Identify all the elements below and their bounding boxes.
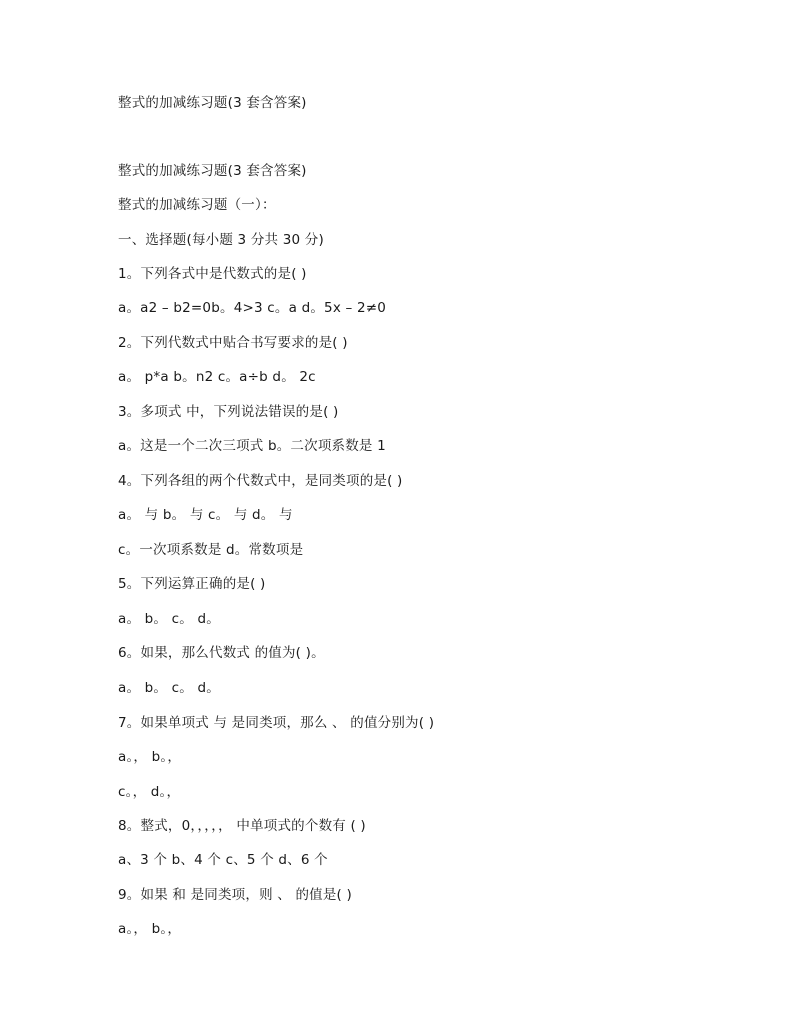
question-line: 4。下列各组的两个代数式中，是同类项的是( ) [118, 473, 403, 489]
options-line: c。一次项系数是 d。常数项是 [118, 542, 304, 558]
section-heading: 一、选择题(每小题 3 分共 30 分) [118, 232, 324, 248]
section-heading: 整式的加减练习题（一）： [118, 197, 276, 213]
options-line: a。 b。 c。 d。 [118, 611, 220, 627]
question-line: 9。如果 和 是同类项，则 、 的值是( ) [118, 887, 352, 903]
options-line: a。， b。， [118, 749, 182, 765]
options-line: a。 p*a b。n2 c。a÷b d。 2c [118, 369, 316, 385]
question-line: 6。如果，那么代数式 的值为( )。 [118, 645, 325, 661]
options-line: a、3 个 b、4 个 c、5 个 d、6 个 [118, 852, 328, 868]
question-line: 5。下列运算正确的是( ) [118, 576, 266, 592]
question-line: 1。下列各式中是代数式的是( ) [118, 266, 307, 282]
question-line: 2。下列代数式中贴合书写要求的是( ) [118, 335, 348, 351]
options-line: a。a2 – b2=0b。4>3 c。a d。5x – 2≠0 [118, 300, 387, 316]
question-line: 7。如果单项式 与 是同类项，那么 、 的值分别为( ) [118, 715, 435, 731]
header-title: 整式的加减练习题(3 套含答案) [118, 95, 307, 111]
options-line: c。， d。， [118, 784, 181, 800]
options-line: a。 b。 c。 d。 [118, 680, 220, 696]
document-title: 整式的加减练习题(3 套含答案) [118, 163, 307, 179]
options-line: a。这是一个二次三项式 b。二次项系数是 1 [118, 438, 386, 454]
options-line: a。 与 b。 与 c。 与 d。 与 [118, 507, 293, 523]
question-line: 8。整式，0，，，，， 中单项式的个数有 ( ) [118, 818, 366, 834]
question-line: 3。多项式 中，下列说法错误的是( ) [118, 404, 339, 420]
options-line: a。， b。， [118, 921, 182, 937]
